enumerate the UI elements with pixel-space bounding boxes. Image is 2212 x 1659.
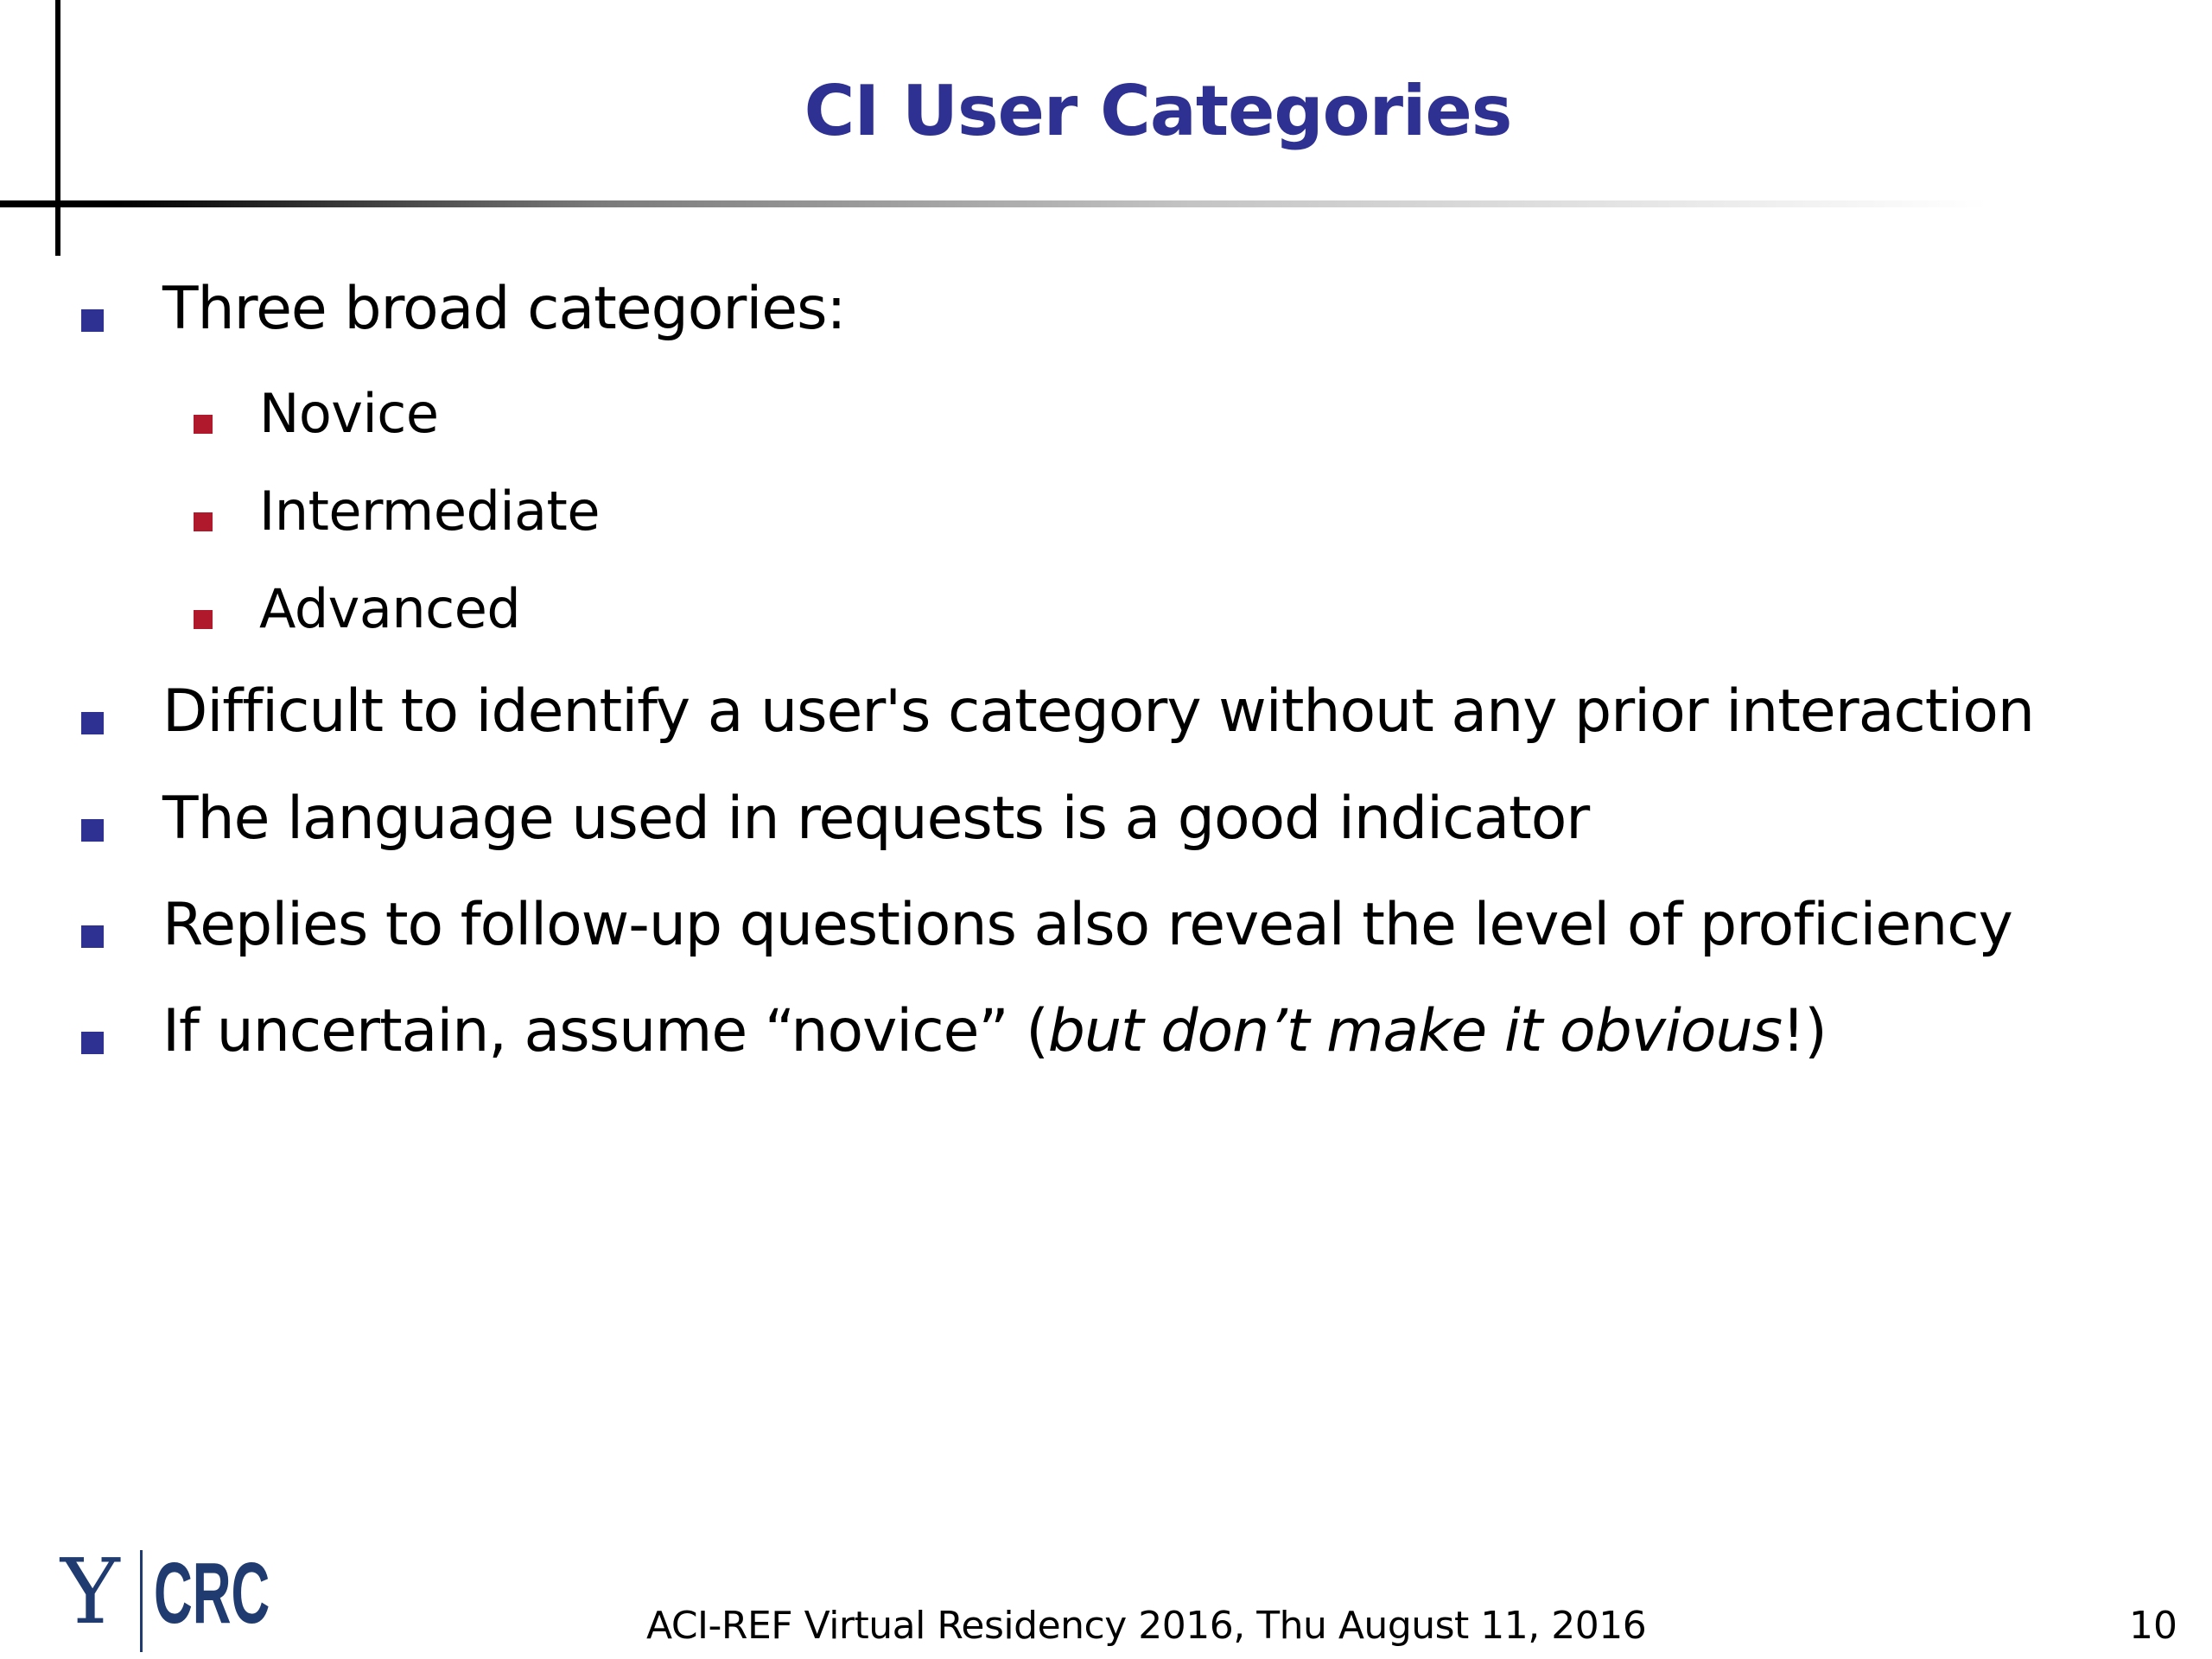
square-bullet-icon: [194, 610, 213, 629]
bullet-item: [162, 997, 1827, 1065]
square-bullet-icon: [81, 309, 104, 332]
logo-crc-text: CRC: [154, 1545, 270, 1642]
bullet-text: [162, 997, 1827, 1065]
sub-bullet-item: [259, 577, 520, 640]
bullet-text-prefix: If uncertain, assume “novice” (: [162, 997, 1048, 1065]
square-bullet-icon: [81, 819, 104, 842]
bullet-item: [162, 785, 1589, 853]
logo-separator: [140, 1550, 143, 1652]
decor-horizontal-rule: [0, 200, 1987, 207]
bullet-item: [162, 891, 2012, 959]
bullet-text: Difficult to identify a user's category without any prior interaction: [162, 677, 2035, 746]
bullet-text: The language used in requests is a good indicator: [162, 785, 1590, 853]
page-number: 10: [2129, 1604, 2177, 1648]
bullet-text: Novice: [259, 382, 439, 445]
bullet-text: Advanced: [259, 577, 521, 640]
bullet-text: Intermediate: [259, 480, 601, 543]
slide-title: CI User Categories: [804, 71, 1512, 151]
bullet-text-suffix: !): [1782, 997, 1827, 1065]
square-bullet-icon: [81, 712, 104, 734]
bullet-item: [162, 677, 2034, 746]
bullet-text-emphasis: but don’t make it obvious: [1047, 997, 1783, 1065]
square-bullet-icon: [81, 1032, 104, 1054]
bullet-item: [162, 275, 845, 343]
sub-bullet-item: [259, 382, 438, 445]
sub-bullet-item: [259, 480, 600, 543]
bullet-text: Replies to follow-up questions also reveal the level of proficiency: [162, 891, 2012, 959]
square-bullet-icon: [194, 512, 213, 531]
footer-text: ACI-REF Virtual Residency 2016, Thu August 11, 2016: [646, 1604, 1647, 1648]
square-bullet-icon: [194, 415, 213, 434]
bullet-text: Three broad categories:: [162, 275, 846, 343]
square-bullet-icon: [81, 925, 104, 948]
logo-y-text: Y: [60, 1539, 120, 1644]
